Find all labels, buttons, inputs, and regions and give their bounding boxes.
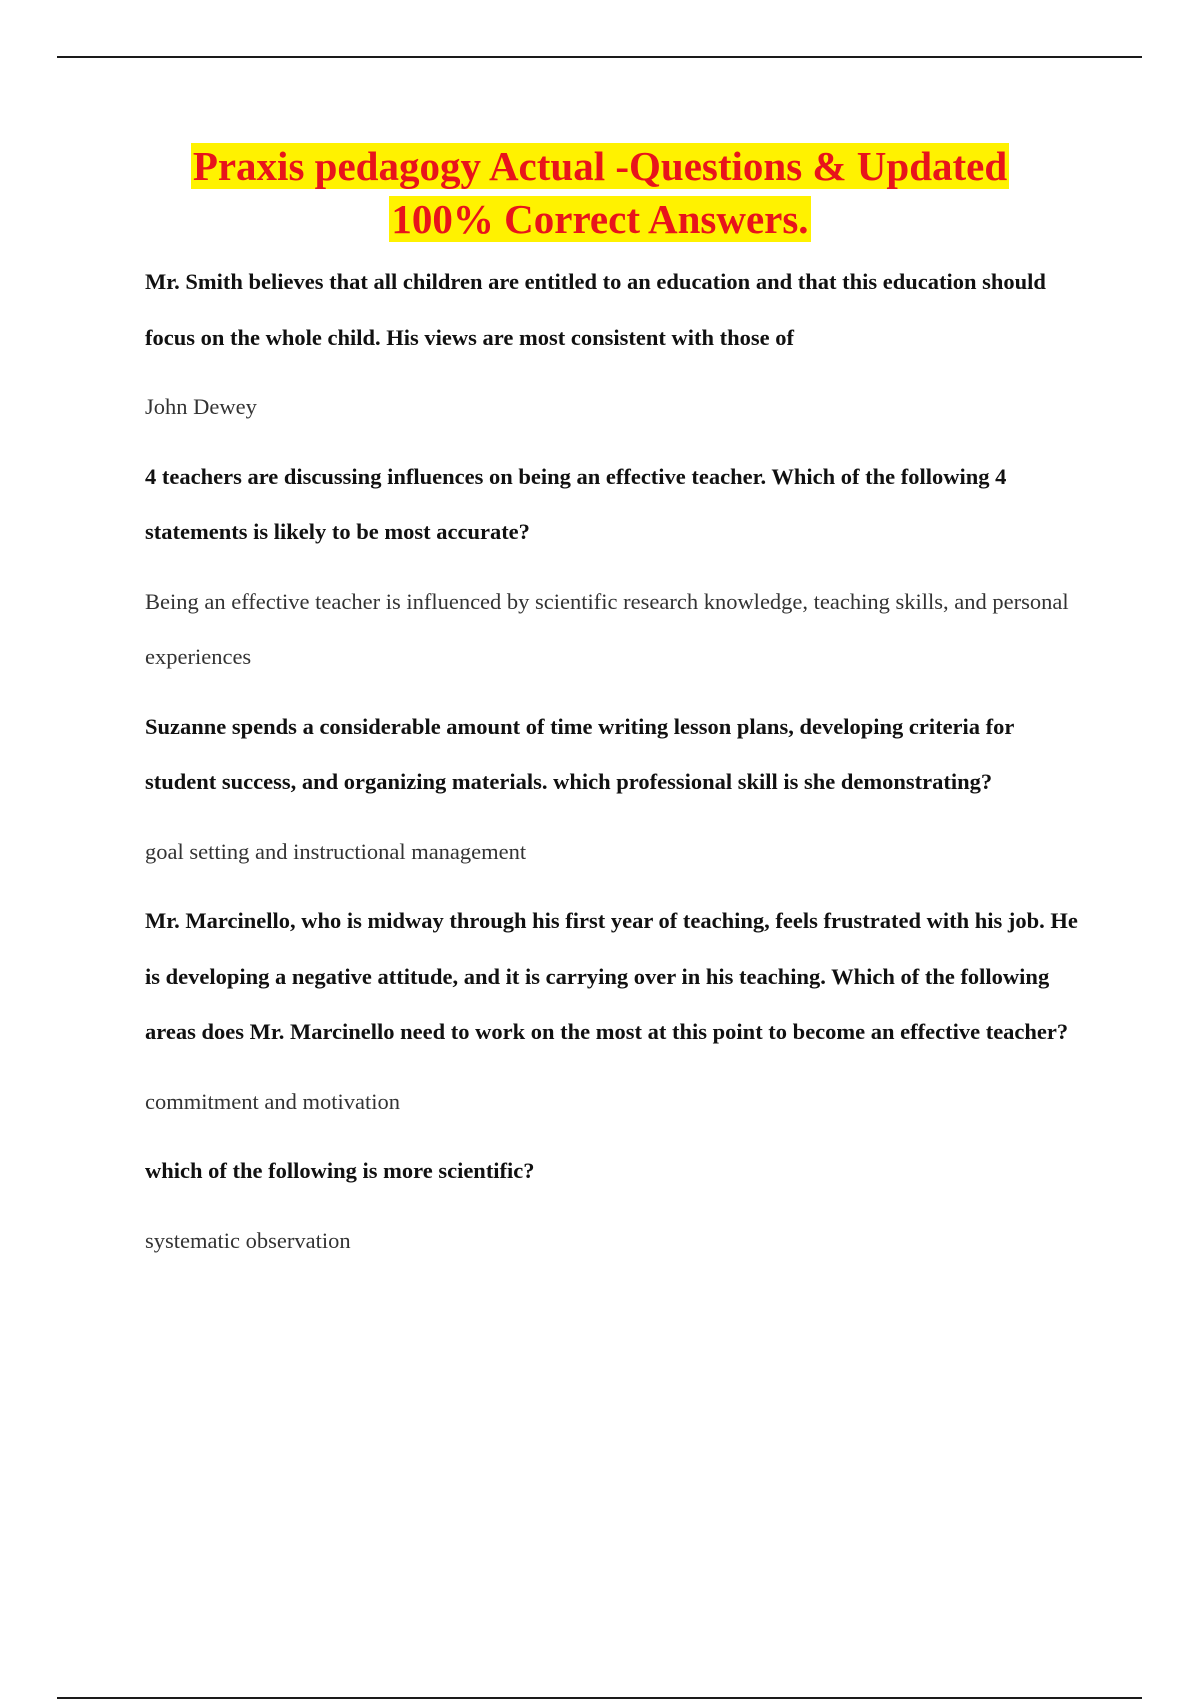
qa-list	[145, 254, 1090, 1282]
page-title	[0, 140, 1200, 246]
answer-1: John Dewey	[145, 394, 257, 419]
question-4: Mr. Marcinello, who is midway through his first year of teaching, feels frustrated with his job. He is developing a negative attitude, and it is carrying over in his teaching. Which of the following areas does Mr. Marcinello need to work on the most at this point to become an effective teacher?	[145, 908, 1078, 1044]
question-5: which of the following is more scientific?	[145, 1158, 535, 1183]
footer-rule	[57, 1697, 1142, 1699]
question-3: Suzanne spends a considerable amount of time writing lesson plans, developing criteria for student success, and organizing materials. which professional skill is she demonstrating?	[145, 713, 1014, 794]
answer-4: commitment and motivation	[145, 1088, 400, 1114]
answer-5: systematic observation	[145, 1227, 351, 1253]
title-line-1: Praxis pedagogy Actual -Questions & Updated	[192, 143, 1008, 189]
answer-2: Being an effective teacher is influenced by scientific research knowledge, teaching skills, and personal experiences	[145, 588, 1069, 669]
question-1: Mr. Smith believes that all children are entitled to an education and that this education should focus on the whole child. His views are most consistent with those of	[145, 269, 1046, 350]
title-line-2: 100% Correct Answers.	[391, 196, 809, 242]
question-2: 4 teachers are discussing influences on being an effective teacher. Which of the following 4 statements is likely to be most accurate?	[145, 463, 1007, 544]
header-rule	[57, 56, 1142, 58]
answer-3: goal setting and instructional management	[145, 838, 527, 864]
